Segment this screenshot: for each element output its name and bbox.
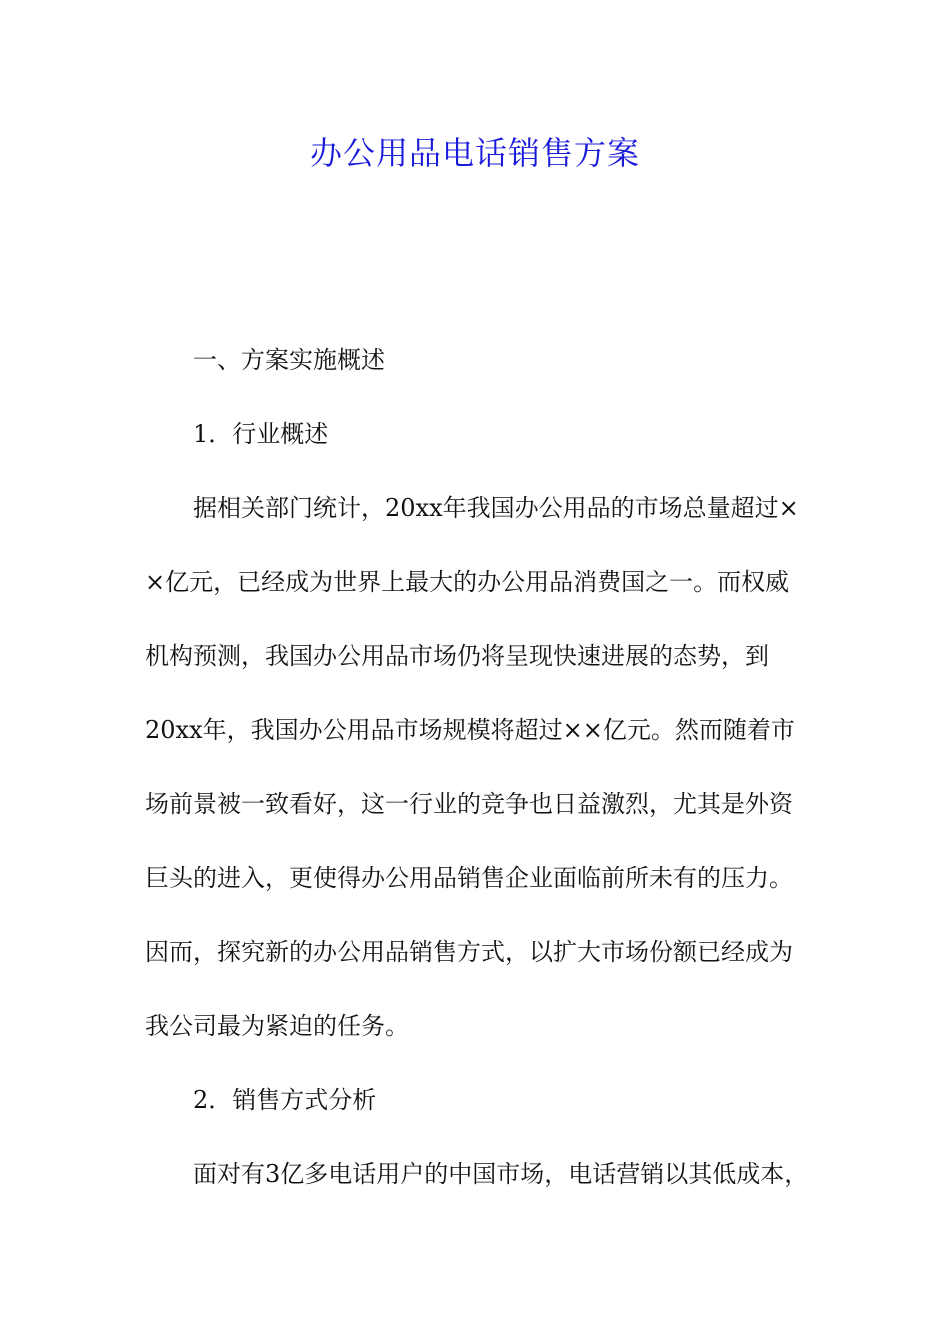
document-title: 办公用品电话销售方案 [309,134,640,172]
paragraph-line: 我公司最为紧迫的任务。 [145,1012,409,1040]
paragraph-line: 因而，探究新的办公用品销售方式，以扩大市场份额已经成为 [145,938,793,966]
paragraph-line: 场前景被一致看好，这一行业的竞争也日益激烈，尤其是外资 [145,790,793,818]
subsection-heading-1: 1．行业概述 [193,420,329,448]
paragraph-line: 巨头的进入，更使得办公用品销售企业面临前所未有的压力。 [145,864,793,892]
document-body [145,330,810,1218]
paragraph-line: 据相关部门统计，20xx年我国办公用品的市场总量超过× [193,494,799,522]
paragraph-line: 机构预测，我国办公用品市场仍将呈现快速进展的态势，到 [145,642,769,670]
subsection-heading-2: 2．销售方式分析 [193,1086,377,1114]
section-heading-1: 一、方案实施概述 [193,346,385,374]
paragraph-line: 20xx年，我国办公用品市场规模将超过××亿元。然而随着市 [145,716,795,744]
paragraph-line: 面对有3亿多电话用户的中国市场，电话营销以其低成本， [193,1160,809,1188]
paragraph-line: ×亿元，已经成为世界上最大的办公用品消费国之一。而权威 [145,568,790,596]
